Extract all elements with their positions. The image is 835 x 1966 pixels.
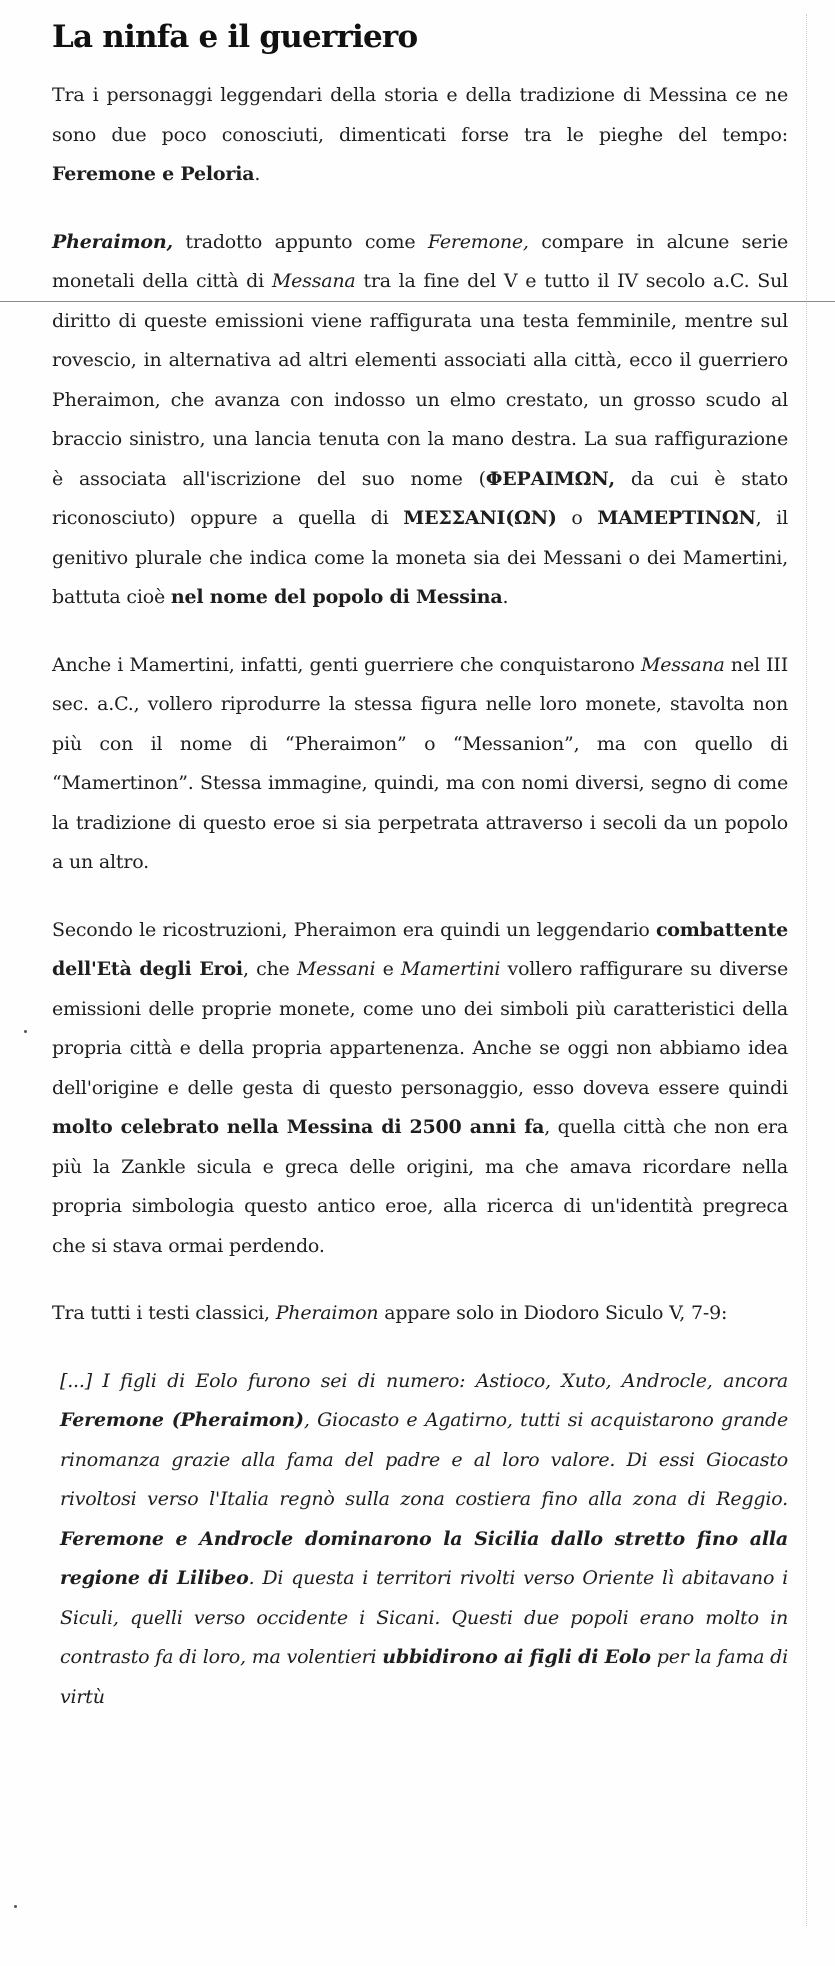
scan-speck	[24, 1030, 27, 1033]
text: , che	[242, 958, 297, 980]
text: Anche i Mamertini, infatti, genti guerriere che conquistarono	[52, 653, 641, 676]
text: .	[254, 163, 261, 185]
quote-bold-text: Feremone (Pheraimon)	[60, 1409, 304, 1431]
greek-inscription: ΦΕΡΑΙΜΩΝ,	[485, 467, 615, 490]
bold-text: combattente dell'Età degli Eroi	[52, 918, 788, 980]
text: o	[556, 507, 598, 529]
bold-text: molto celebrato nella Messina di 2500 anni fa	[52, 1116, 545, 1138]
text: Tra tutti i testi classici,	[52, 1302, 276, 1324]
text: da cui è stato riconosciuto) oppure a quella di	[52, 467, 789, 529]
italic-text: Messana	[640, 653, 725, 676]
quote-bold-text: Feremone e Androcle dominarono la Sicilia dallo stretto fino alla regione di Lilibeo	[60, 1527, 788, 1589]
text: vollero raffigurare su diverse emissioni delle proprie monete, come uno dei simboli più caratteristici della propria città e della propria appartenenza. Anche se oggi non abbiamo idea dell'origine e delle gesta di questo personaggio, esso doveva essere quindi	[52, 958, 788, 1099]
text: tra la fine del V e tutto il IV secolo a.C. Sul diritto di queste emissioni viene raffigurata una testa femminile, mentre sul rovescio, in alternativa ad altri elementi associati alla città, ecco il guerriero Pheraimon, che avanza con indosso un elmo crestato, un grosso scudo al braccio sinistro, una lancia tenuta con la mano destra. La sua raffigurazione è associata all'iscrizione del suo nome (	[52, 270, 788, 490]
italic-text: Messani	[296, 958, 376, 980]
text: .	[502, 586, 509, 608]
text: , il genitivo plurale che indica come la moneta sia dei Messani o dei Mamertini, battuta cioè	[52, 507, 789, 608]
paragraph-pheraimon	[52, 223, 788, 618]
quote-text: , Giocasto e Agatirno, tutti si acquistarono grande rinomanza grazie alla fama del padre e al loro valore. Di essi Giocasto rivoltosi verso l'Italia regnò sulla zona costiera fino alla zona di Reggio.	[60, 1409, 789, 1510]
paragraph-testi-classici	[52, 1294, 788, 1334]
text: Tra i personaggi leggendari della storia e della tradizione di Messina ce ne sono due poco conosciuti, dimenticati forse tra le pieghe del tempo:	[52, 84, 788, 146]
text: , quella città che non era più la Zankle sicula e greca delle origini, ma che amava ricordare nella propria simbologia questo antico eroe, alla ricerca di un'identità pregreca che si stava ormai perdendo.	[52, 1116, 789, 1257]
article-title: La ninfa e il guerriero	[52, 19, 418, 55]
paragraph-ricostruzioni	[52, 911, 788, 1267]
italic-text: Feremone,	[427, 230, 529, 253]
bold-text: nel nome del popolo di Messina	[170, 586, 503, 608]
italic-text: Mamertini	[400, 958, 501, 980]
article-body	[52, 14, 788, 1717]
quote-text: [...] I figli di Eolo furono sei di numero: Astioco, Xuto, Androcle, ancora	[60, 1369, 788, 1392]
text: appare solo in Diodoro Siculo V, 7-9:	[378, 1302, 728, 1324]
quote-text: per la fama di virtù	[60, 1646, 789, 1708]
paragraph-mamertini	[52, 646, 788, 883]
italic-text: Pheraimon	[275, 1302, 379, 1324]
scan-speck	[14, 1905, 17, 1908]
greek-inscription: ΜΕΣΣΑΝΙ(ΩΝ)	[403, 507, 557, 529]
paragraph-intro	[52, 76, 788, 195]
italic-text: Messana	[271, 270, 356, 292]
text: e	[375, 958, 401, 980]
diodoro-quote	[52, 1362, 788, 1718]
text: tradotto appunto come	[172, 230, 428, 253]
bold-italic-text: Pheraimon,	[52, 230, 173, 253]
bold-text: Feremone e Peloria	[52, 163, 255, 185]
text: nel III sec. a.C., vollero riprodurre la stessa figura nelle loro monete, stavolta non più con il nome di “Pheraimon” o “Messanion”, ma con quello di “Mamertinon”. Stessa immagine, quindi, ma con nomi diversi, segno di come la tradizione di questo eroe si sia perpetrata attraverso i secoli da un popolo a un altro.	[52, 653, 788, 873]
quote-text: . Di questa i territori rivolti verso Oriente lì abitavano i Siculi, quelli verso occidente i Sicani. Questi due popoli erano molto in contrasto fa di loro, ma volentieri	[60, 1567, 788, 1668]
quote-bold-text: ubbidirono ai figli di Eolo	[382, 1646, 651, 1668]
text: compare in alcune serie monetali della città di	[52, 230, 788, 292]
greek-inscription: ΜΑΜΕΡΤΙΝΩΝ	[597, 507, 756, 529]
text: Secondo le ricostruzioni, Pheraimon era quindi un leggendario	[52, 918, 656, 941]
